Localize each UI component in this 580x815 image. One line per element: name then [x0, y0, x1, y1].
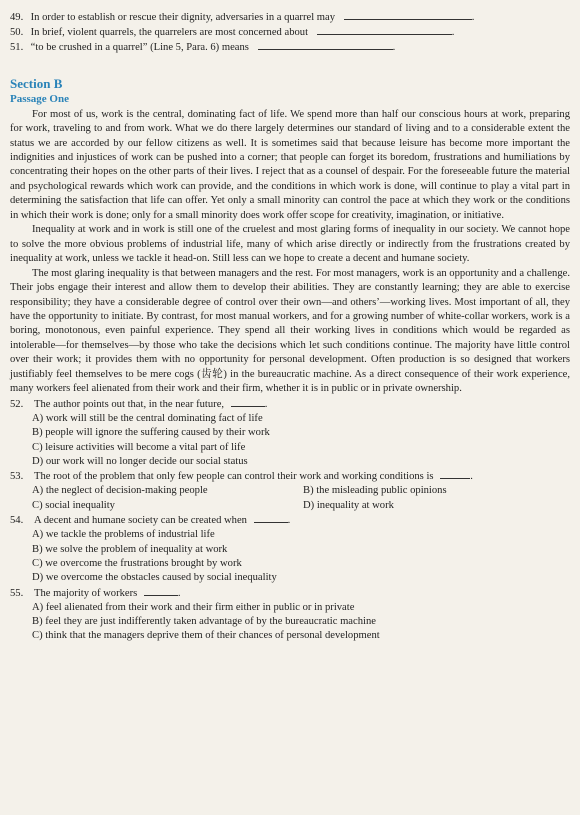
- question-55: [10, 586, 570, 644]
- question-stem: 55. The majority of workers .: [10, 586, 570, 601]
- option-a[interactable]: A) we tackle the problems of industrial life: [32, 529, 215, 541]
- question-number: 49.: [10, 12, 24, 23]
- option-b[interactable]: B) people will ignore the suffering caused by their work: [32, 427, 270, 439]
- answer-blank: [144, 586, 178, 596]
- question-53: [10, 469, 570, 513]
- question-stem: 52. The author points out that, in the near future, .: [10, 397, 570, 412]
- option-row: [10, 484, 570, 498]
- option-b[interactable]: B) the misleading public opinions: [303, 485, 447, 497]
- question-text: The majority of workers: [34, 587, 138, 599]
- option-a[interactable]: A) work will still be the central dominating fact of life: [32, 412, 263, 424]
- question-number: 51.: [10, 42, 24, 54]
- question-stem: 54. A decent and humane society can be created when .: [10, 513, 570, 528]
- question-number: 54.: [10, 515, 24, 527]
- question-number: 53.: [10, 471, 24, 483]
- option-a[interactable]: A) feel alienated from their work and their firm either in public or in private: [32, 601, 355, 613]
- option-b[interactable]: B) feel they are just indifferently taken advantage of by the bureaucratic machine: [32, 616, 376, 628]
- answer-blank: [440, 469, 470, 479]
- question-49: [10, 10, 570, 25]
- question-number: 52.: [10, 398, 24, 410]
- paragraph-2: Inequality at work and in work is still one of the cruelest and most glaring forms of inequality in our society. We cannot hope to solve the more obvious problems of industrial life, many of which arise directly or indirectly from the frustrations created by inequality at work, unless we tackle it head-on. Still less can we hope to create a decent and humane society.: [10, 224, 570, 265]
- option-b[interactable]: B) we solve the problem of inequality at work: [32, 543, 228, 555]
- paragraph-3: The most glaring inequality is that between managers and the rest. For most managers, work is an opportunity and a challenge. Their jobs engage their interest and allow them to develop their abilities. They are constantly learning; they are able to exercise responsibility; they have a considerable degree of control over their own—and others’—working lives. Most important of all, they have the opportunity to initiate. By contrast, for most manual workers, and for a growing number of white-collar workers, work is a boring, monotonous, even painful experience. They spend all their working lives in conditions which would be regarded as intolerable—for themselves—by those who take the decisions which let such conditions continue. The majority have little control over their work; it provides them with no opportunity for personal development. Often production is so designed that workers justifiably feel themselves to be mere cogs (齿轮) in the bureaucratic machine. As a direct consequence of their work experience, many workers feel alienated from their work and their firm, whether it is in public or in private ownership.: [10, 267, 570, 395]
- question-stem: 53. The root of the problem that only few people can control their work and working conditions is .: [10, 469, 570, 484]
- option-a[interactable]: A) the neglect of decision-making people: [32, 485, 208, 497]
- paragraph-1: For most of us, work is the central, dominating fact of life. We spend more than half our conscious hours at work, preparing for work, traveling to and from work. What we do there largely determines our standard of living and to a considerable extent the status we are accorded by our fellow citizens as well. It is sometimes said that because leisure has become more important the indignities and injustices of work can be pushed into a corner; that people can forget its boredom, frustrations and humiliations by concentrating their hopes on the other parts of their lives. I reject that as a counsel of despair. For the foreseeable future the material and psychological rewards which work can provide, and the conditions in which work is done, will continue to play a vital part in determining the satisfaction that life can offer. Yet only a small minority can control the pace at which they work or the conditions in which their work is done; only for a small minority does work offer scope for creativity, imagination, or initiative.: [10, 108, 570, 221]
- answer-blank: [254, 513, 288, 523]
- option-c[interactable]: C) think that the managers deprive them of their chances of personal development: [32, 630, 380, 642]
- question-52: [10, 397, 570, 469]
- question-number: 50.: [10, 27, 24, 39]
- option-c[interactable]: C) leisure activities will become a vital part of life: [32, 441, 246, 453]
- option-d[interactable]: D) inequality at work: [303, 499, 394, 511]
- question-text: “to be crushed in a quarrel” (Line 5, Para. 6) means: [30, 42, 249, 54]
- option-d[interactable]: D) we overcome the obstacles caused by social inequality: [32, 572, 277, 584]
- passage-body: [10, 108, 570, 397]
- question-54: [10, 513, 570, 585]
- answer-blank: [258, 40, 393, 50]
- question-51: [10, 40, 570, 55]
- question-suffix: .: [471, 12, 475, 23]
- answer-blank: [231, 397, 265, 407]
- top-questions: [10, 10, 570, 56]
- answer-blank: [344, 10, 472, 20]
- question-suffix: .: [451, 27, 455, 39]
- question-50: [10, 25, 570, 40]
- question-suffix: .: [392, 42, 396, 54]
- question-text: In brief, violent quarrels, the quarrelers are most concerned about: [30, 27, 309, 39]
- option-row: [10, 499, 570, 513]
- passage-heading: Passage One: [10, 92, 69, 105]
- question-text: In order to establish or rescue their dignity, adversaries in a quarrel may: [30, 12, 336, 23]
- question-list: [10, 397, 570, 644]
- option-c[interactable]: C) social inequality: [32, 499, 115, 511]
- question-text: A decent and humane society can be created when: [34, 515, 247, 527]
- question-number: 55.: [10, 587, 24, 599]
- option-c[interactable]: C) we overcome the frustrations brought by work: [32, 557, 242, 569]
- answer-blank: [317, 25, 452, 35]
- option-d[interactable]: D) our work will no longer decide our social status: [32, 455, 248, 467]
- question-text: The author points out that, in the near future,: [34, 398, 225, 410]
- section-heading: Section B: [10, 75, 63, 91]
- question-text: The root of the problem that only few people can control their work and working conditions is: [34, 471, 434, 483]
